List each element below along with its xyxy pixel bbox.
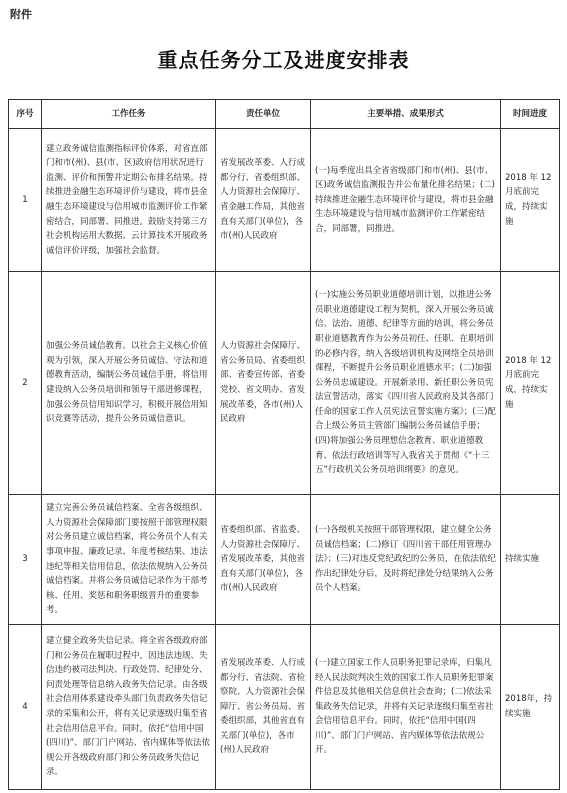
timeline: 2018 年 12 月底前完成，持续实施 — [501, 129, 560, 272]
responsible-units: 人力资源社会保障厅、省公务员局、省委组织部、省委宣传部、省委党校、省文明办、省发展改革委，各市(州)人民政府 — [216, 272, 311, 495]
row-number: 1 — [9, 129, 42, 272]
work-task: 加强公务员诚信教育。以社会主义核心价值观为引领，深入开展公务员诚信、守法和道德教育活动，编制公务员诚信手册，将信用建设纳入公务员培训和领导干部进修课程，加强公务员信用知识学习，积极开展信用知识竞赛等活动，提升公务员诚信意识。 — [42, 272, 216, 495]
table-header-row — [9, 100, 560, 129]
timeline: 2018年，持续实施 — [501, 625, 560, 790]
work-task: 建立健全政务失信记录。将全省各级政府部门和公务员在履职过程中，因违法违规、失信违约被司法判决、行政处罚、纪律处分、问责处理等信息纳入政务失信记录。由各级社会信用体系建设牵头部门负责政务失信记录的采集和公开，将有关记录逐级归集至省社会信用信息平台。同时，依托“信用中国(四川)”、部门门户网站、省内媒体等依法依规公开各级政府部门和公务员政务失信记录。 — [42, 625, 216, 790]
table-row — [9, 495, 560, 625]
work-task: 建立政务诚信监测指标评价体系，对省直部门和市(州)、县(市、区)政府信用状况进行监测、评价和预警并定期公布排名结果。持续推进金融生态环境评价与建设，将市县金融生态环境建设与信用城市监测评价工作紧密结合，同部署、同推进。鼓励支持第三方社会机构运用大数据、云计算技术开展政务诚信评价评级，加强社会监督。 — [42, 129, 216, 272]
row-number: 2 — [9, 272, 42, 495]
table-row — [9, 272, 560, 495]
header-task: 工作任务 — [42, 100, 216, 129]
timeline: 2018 年 12 月底前完成，持续实施 — [501, 272, 560, 495]
header-no: 序号 — [9, 100, 42, 129]
attachment-label: 附件 — [10, 8, 32, 21]
table-row — [9, 625, 560, 790]
measures-outcomes: (一)建立国家工作人员职务犯罪记录库，归集凡经人民法院判决生效的国家工作人员职务犯罪案件信息及其他相关信息供社会查询；(二)依法采集政务失信记录，并将有关记录逐级归集至省社会信用信息平台。同时，依托“信用中国(四川)”、部门门户网站、省内媒体等依法依规公开。 — [311, 625, 501, 790]
row-number: 4 — [9, 625, 42, 790]
measures-outcomes: (一)每季度出具全省省级部门和市(州)、县(市、区)政务诚信监测报告并公布量化排名结果；(二)持续推进金融生态环境评价与建设，将市县金融生态环境建设与信用城市监测评价工作紧密结合，同部署，同推进。 — [311, 129, 501, 272]
measures-outcomes: (一)各级机关按照干部管理权限，建立健全公务员诚信档案；(二)修订《四川省干部任用管理办法》；(三)对违反党纪政纪的公务员，在依法依纪作出纪律处分后，及时将纪律处分结果纳入公务员个人档案。 — [311, 495, 501, 625]
measures-outcomes: (一)实施公务员职业道德培训计划，以推进公务员职业道德建设工程为契机，深入开展公务员诚信、法治、道德、纪律等方面的培训，将公务员职业道德教育作为公务员初任、任职、在职培训的必修内容，纳入各级培训机构及网络全员培训课程，不断提升公务员职业道德水平；(二)加强公务员忠诚建设。开展新录用、新任职公务员宪法宣誓活动，落实《四川省人民政府及其各部门任命的国家工作人员宪法宣誓实施方案》；(三)配合上级公务员主管部门编制公务员诚信手册；(四)将加强公务员理想信念教育、职业道德教育、依法行政培训等写入我省关于贯彻《“十三五”行政机关公务员培训纲要》的意见。 — [311, 272, 501, 495]
work-task: 建立完善公务员诚信档案。全省各级组织、人力资源社会保障部门要按照干部管理权限对公务员建立诚信档案，将公务员个人有关事项申报、廉政记录、年度考核结果、违法违纪等相关信用信息，依法依规纳入公务员诚信档案。并将公务员诚信记录作为干部考核、任用、奖惩和职务职级晋升的重要参考。 — [42, 495, 216, 625]
responsible-units: 省发展改革委、人行成都分行、省委组织部、人力资源社会保障厅、省金融工作局，其他省直有关部门(单位)，各市(州)人民政府 — [216, 129, 311, 272]
page-title: 重点任务分工及进度安排表 — [157, 48, 410, 72]
header-units: 责任单位 — [216, 100, 311, 129]
table-row — [9, 129, 560, 272]
header-measures: 主要举措、成果形式 — [311, 100, 501, 129]
row-number: 3 — [9, 495, 42, 625]
responsible-units: 省发展改革委、人行成都分行、省法院、省检察院、人力资源社会保障厅、省公务员局、省委组织部，其他省直有关部门(单位)，各市(州)人民政府 — [216, 625, 311, 790]
header-timeline: 时间进度 — [501, 100, 560, 129]
timeline: 持续实施 — [501, 495, 560, 625]
responsible-units: 省委组织部、省监委、人力资源社会保障厅、省发展改革委，其他省直有关部门(单位)，各市(州)人民政府 — [216, 495, 311, 625]
task-table — [8, 99, 560, 790]
